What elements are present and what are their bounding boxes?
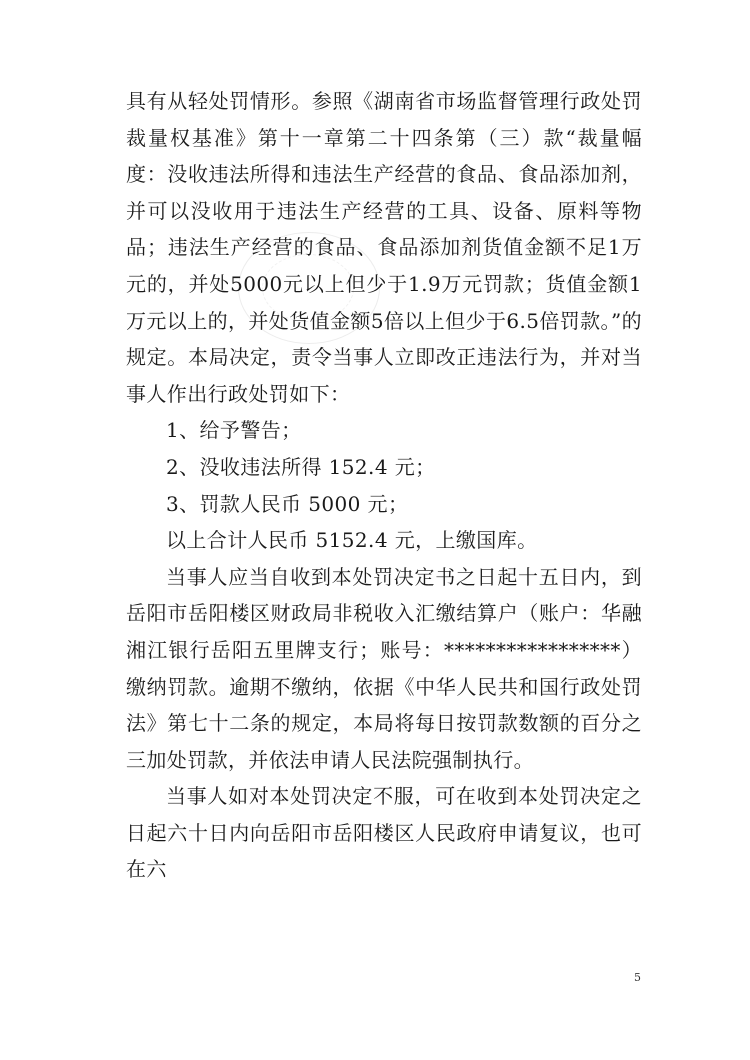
page-number: 5 [634, 971, 641, 984]
penalty-total: 以上合计人民币 5152.4 元，上缴国库。 [166, 528, 538, 553]
penalty-item-warning: 1、给予警告； [166, 418, 302, 443]
penalty-item-fine: 3、罚款人民币 5000 元； [166, 491, 409, 516]
penalty-item-confiscation: 2、没收违法所得 152.4 元； [166, 454, 436, 479]
paragraph-payment-instructions: 当事人应当自收到本处罚决定书之日起十五日内，到岳阳市岳阳楼区财政局非税收入汇缴结算户（账户：华融湘江银行岳阳五里牌支行；账号：*****************）缴纳罚款。逾期不缴纳，依据《中华人民共和国行政处罚法》第七十二条的规定，本局将每日按罚款数额的百分之三加处罚款，并依法申请人民法院强制执行。 [126, 564, 642, 772]
document-body [126, 83, 642, 888]
paragraph-penalty-basis: 具有从轻处罚情形。参照《湖南省市场监督管理行政处罚裁量权基准》第十一章第二十四条第（三）款“裁量幅度：没收违法所得和违法生产经营的食品、食品添加剂，并可以没收用于违法生产经营的工具、设备、原料等物品；违法生产经营的食品、食品添加剂货值金额不足1万元的，并处5000元以上但少于1.9万元罚款；货值金额1万元以上的，并处货值金额5倍以上但少于6.5倍罚款。”的规定。本局决定，责令当事人立即改正违法行为，并对当事人作出行政处罚如下： [126, 89, 642, 406]
paragraph-appeal-rights: 当事人如对本处罚决定不服，可在收到本处罚决定之日起六十日内向岳阳市岳阳楼区人民政府申请复议，也可在六 [126, 784, 642, 882]
